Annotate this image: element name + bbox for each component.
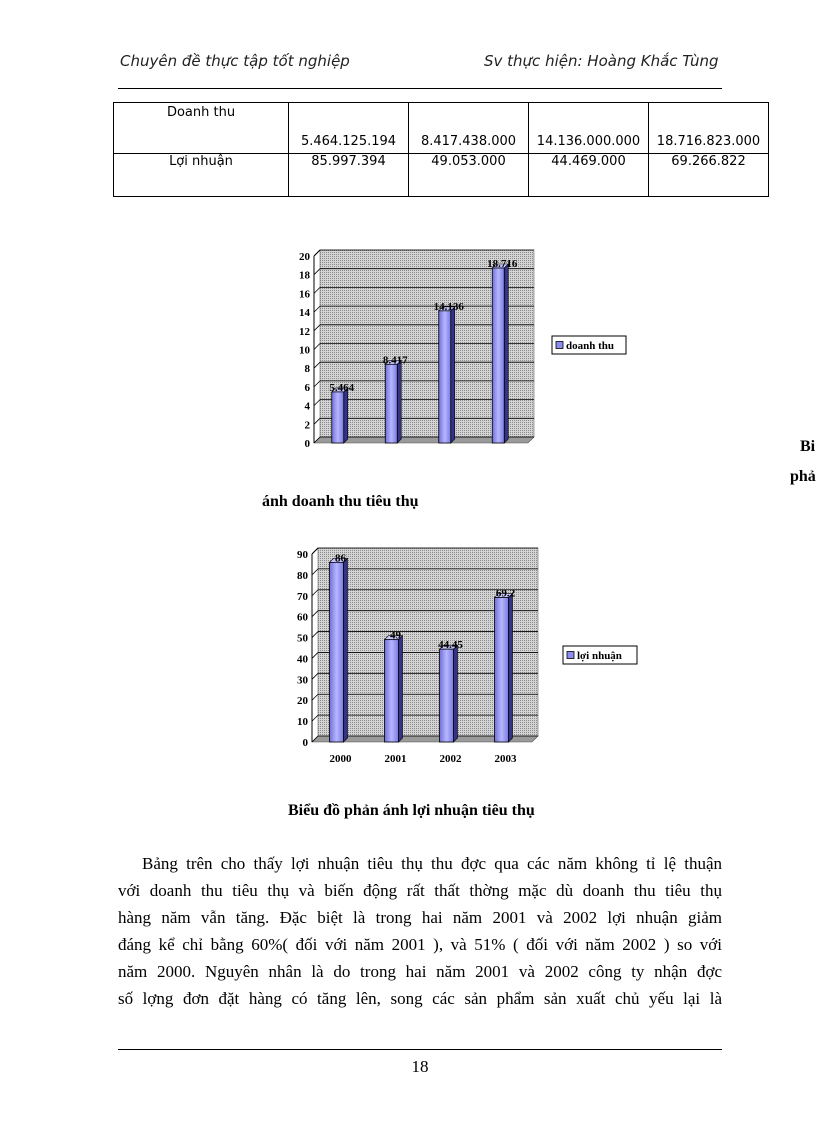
paragraph-line: số lợng đơn đặt hàng có tăng lên, song các sản phẩm sản xuất chủ yếu lại là	[118, 989, 722, 1008]
gridline-diag	[312, 715, 318, 721]
x-tick-label: 2003	[494, 753, 517, 765]
data-label: 14.136	[433, 300, 464, 313]
bar	[439, 311, 451, 443]
y-tick-label: 14	[299, 307, 310, 320]
table-cell: 49.053.000	[409, 154, 529, 197]
chart2-caption: Biểu đồ phản ánh lợi nhuận tiêu thụ	[288, 802, 535, 819]
y-tick-label: 30	[297, 674, 308, 687]
edge-text-top: Bi	[800, 438, 816, 455]
y-tick-label: 80	[297, 569, 308, 582]
y-tick-label: 6	[304, 381, 310, 394]
bar	[332, 392, 344, 443]
data-label: 18.716	[487, 258, 518, 271]
gridline-diag	[314, 325, 320, 331]
y-tick-label: 12	[299, 325, 310, 338]
bar	[495, 597, 509, 742]
table-row	[114, 154, 769, 197]
table-cell: 69.266.822	[649, 154, 769, 197]
paragraph-line: hàng năm vẫn tăng. Đặc biệt là trong hai năm 2001 và 2002 lợi nhuận giảm	[118, 908, 722, 927]
row-label-revenue: Doanh thu	[114, 103, 289, 154]
data-label: 5.464	[329, 381, 355, 394]
profit-bar-chart	[280, 538, 650, 772]
gridline-diag	[314, 381, 320, 387]
bar-side	[399, 636, 403, 742]
y-tick-label: 60	[297, 611, 308, 624]
gridline-diag	[314, 306, 320, 312]
edge-text-bottom: phả	[790, 468, 816, 485]
paragraph-line: Bảng trên cho thấy lợi nhuận tiêu thụ thu đợc qua các năm không tỉ lệ thuận	[142, 854, 722, 873]
page-number: 18	[411, 1057, 429, 1076]
paragraph-line: với doanh thu tiêu thụ và biến động rất thất thờng mặc dù doanh thu tiêu thụ	[118, 881, 722, 900]
gridline-diag	[312, 611, 318, 617]
revenue-profit-table	[113, 102, 769, 197]
gridline-diag	[314, 287, 320, 293]
data-label: 8.417	[382, 354, 408, 367]
y-tick-label: 90	[297, 549, 308, 561]
legend-label: lợi nhuận	[577, 650, 622, 662]
bar-side	[397, 360, 401, 443]
footer-rule	[118, 1049, 722, 1050]
gridline-diag	[312, 590, 318, 596]
gridline-diag	[314, 269, 320, 275]
header-left: Chuyên đề thực tập tốt nghiệp	[120, 52, 350, 70]
bar-side	[504, 264, 508, 443]
y-tick-label: 18	[299, 269, 310, 282]
paragraph-line: năm 2000. Nguyên nhân là do trong hai năm 2001 và 2002 công ty nhận đợc	[118, 962, 722, 981]
y-tick-label: 20	[299, 251, 310, 263]
header-rule	[118, 88, 722, 89]
x-tick-label: 2001	[384, 753, 407, 765]
bar	[330, 562, 344, 742]
gridline-diag	[314, 344, 320, 350]
data-label: 44.45	[438, 639, 463, 652]
y-tick-label: 40	[297, 653, 308, 666]
gridline-diag	[312, 673, 318, 679]
data-label: 49	[390, 629, 401, 642]
bar-side	[454, 645, 458, 742]
legend-swatch	[556, 342, 563, 349]
data-label: 69.2	[495, 587, 516, 600]
bar-side	[451, 307, 455, 443]
bar	[440, 649, 454, 742]
table-cell: 44.469.000	[529, 154, 649, 197]
chart1-caption: ánh doanh thu tiêu thụ	[262, 493, 419, 510]
gridline-diag	[314, 400, 320, 406]
y-tick-label: 10	[297, 716, 308, 729]
table-cell: 85.997.394	[289, 154, 409, 197]
header-right: Sv thực hiện: Hoàng Khắc Tùng	[484, 52, 719, 70]
y-tick-label: 10	[299, 344, 310, 357]
y-axis-top	[314, 250, 320, 256]
x-tick-label: 2000	[329, 753, 352, 765]
table-cell: 14.136.000.000	[529, 103, 649, 154]
bar	[385, 640, 399, 742]
y-tick-label: 50	[297, 632, 308, 645]
gridline-diag	[314, 418, 320, 424]
gridline-diag	[312, 632, 318, 638]
row-label-profit: Lợi nhuận	[114, 154, 289, 197]
table-cell: 18.716.823.000	[649, 103, 769, 154]
table-cell: 5.464.125.194	[289, 103, 409, 154]
bar	[492, 268, 504, 443]
table-row	[114, 103, 769, 154]
data-label: 86	[335, 552, 346, 565]
legend-swatch	[567, 652, 574, 659]
bar	[385, 364, 397, 443]
bar-side	[344, 388, 348, 443]
paragraph-line: đáng kể chỉ bằng 60%( đối với năm 2001 ), và 51% ( đối với năm 2002 ) so với	[118, 935, 722, 954]
bar-side	[509, 593, 513, 742]
revenue-bar-chart	[280, 238, 640, 454]
x-tick-label: 2002	[439, 753, 462, 765]
y-tick-label: 0	[304, 438, 310, 450]
gridline-diag	[312, 569, 318, 575]
y-tick-label: 2	[304, 419, 310, 432]
gridline-diag	[312, 652, 318, 658]
y-tick-label: 20	[297, 695, 308, 708]
y-tick-label: 70	[297, 590, 308, 603]
table-cell: 8.417.438.000	[409, 103, 529, 154]
gridline-diag	[312, 694, 318, 700]
gridline-diag	[314, 362, 320, 368]
y-tick-label: 4	[304, 400, 310, 413]
y-tick-label: 16	[299, 288, 310, 301]
bar-side	[344, 558, 348, 742]
y-tick-label: 8	[304, 363, 310, 376]
body-paragraph	[118, 850, 722, 1012]
y-axis-top	[312, 548, 318, 554]
legend-label: doanh thu	[566, 340, 615, 352]
y-tick-label: 0	[302, 737, 308, 749]
